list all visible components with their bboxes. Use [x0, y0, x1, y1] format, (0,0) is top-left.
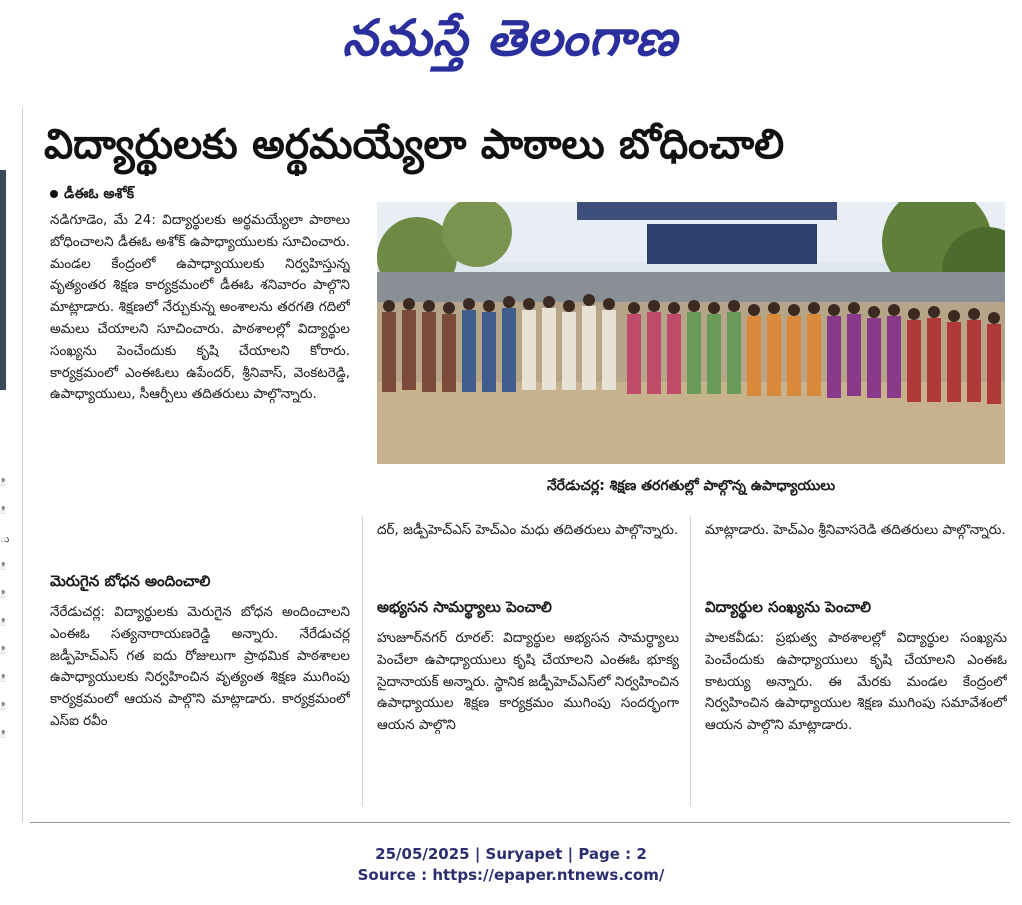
column-divider-1	[362, 516, 363, 806]
subarticle-1-text: నేరేడుచర్ల: విద్యార్థులకు మెరుగైన బోధన అందించాలని ఎంఈఓ సత్యనారాయణరెడ్డి అన్నారు. నేరేడుచర్ల జడ్పీహెచ్ఎస్ గత ఐదు రోజులుగా ప్రాథమిక పాఠశాలల ఉపాధ్యాయులకు నిర్వహించిన వృత్యంత శిక్షణ ముగింపు కార్యక్రమంలో ఆయన పాల్గొని మాట్లాడారు. కార్యక్రమంలో ఎస్ఐ రవీం	[50, 604, 350, 729]
group-photo	[377, 202, 1005, 464]
subheading-2: అభ్యసన సామర్థ్యాలు పెంచాలి	[377, 598, 552, 616]
article-main-text: నడిగూడెం, మే 24: విద్యార్థులకు అర్థమయ్యేలా పాఠాలు బోధించాలని డీఈఓ అశోక్ ఉపాధ్యాయులకు సూచించారు. మండల కేంద్రంలో ఉపాధ్యాయులకు నిర్వహిస్తున్న వృత్యంతర శిక్షణ కార్యక్రమంలో డీఈఓ శనివారం పాల్గొని మాట్లాడారు. శిక్షణలో నేర్చుకున్న అంశాలను తరగతి గదిలో అమలు చేయాలని సూచించారు. పాఠశాలల్లో విద్యార్థుల సంఖ్యను పెంచేందుకు కృషి చేయాలని కోరారు. కార్యక్రమంలో ఎంఈఓలు ఉపేందర్, శ్రీనివాస్, వెంకటరెడ్డి, ఉపాధ్యాయులు, సీఆర్పీలు తదితరులు పాల్గొన్నారు.	[50, 212, 350, 403]
byline	[50, 186, 134, 205]
footer-source: Source : https://epaper.ntnews.com/	[357, 866, 665, 884]
headline: విద్యార్థులకు అర్థమయ్యేలా పాఠాలు బోధించాలి	[44, 120, 785, 168]
subheading-3: విద్యార్థుల సంఖ్యను పెంచాలి	[705, 598, 871, 616]
subarticle-3-text: పాలకవీడు: ప్రభుత్వ పాఠశాలల్లో విద్యార్థుల సంఖ్యను పెంచేందుకు ఉపాధ్యాయులు కృషి చేయాలని ఎంఈఓ కాటయ్య అన్నారు. ఈ మేరకు మండల కేంద్రంలో నిర్వహించిన ఉపాధ్యాయుల శిక్షణ ముగింపు సమావేశంలో ఆయన పాల్గొని మాట్లాడారు.	[705, 630, 1007, 734]
masthead-logo: నమస్తే తెలంగాణ	[342, 8, 678, 67]
adjacent-article-edge: ి ి ు ి ి ి ి ి ి ి	[0, 478, 10, 741]
subarticle-2-text: హుజూర్‌నగర్ రూరల్: విద్యార్థుల అభ్యసన సామర్థ్యాలు పెంచేలా ఉపాధ్యాయులు కృషి చేయాలని ఎంఈఓ భూక్య సైదానాయక్ అన్నారు. స్థానిక జడ్పీహెచ్ఎస్‌లో నిర్వహించిన ఉపాధ్యాయుల శిక్షణ కార్యక్రమం ముగింపు సందర్భంగా ఆయన పాల్గొని	[377, 630, 679, 734]
adjacent-photo-edge	[0, 170, 6, 390]
subheading-1: మెరుగైన బోధన అందించాలి	[50, 572, 211, 590]
bottom-divider	[30, 822, 1010, 823]
column-divider-left	[22, 108, 23, 823]
footer-date-edition: 25/05/2025 | Suryapet | Page : 2	[375, 845, 647, 863]
column-2-continuation: దర్, జడ్పీహెచ్ఎస్ హెచ్ఎం మధు తదితరులు పాల్గొన్నారు.	[377, 522, 679, 538]
column-divider-2	[690, 516, 691, 806]
bullet-icon	[50, 190, 58, 198]
byline-text: డీఈఓ అశోక్	[64, 186, 135, 202]
column-3-continuation: మాట్లాడారు. హెచ్ఎం శ్రీనివాసరెడి తదితరులు పాల్గొన్నారు.	[705, 522, 1006, 538]
group-photo-illustration	[377, 202, 1005, 464]
photo-caption: నేరేడుచర్ల: శిక్షణ తరగతుల్లో పాల్గొన్న ఉపాధ్యాయులు	[546, 478, 836, 494]
